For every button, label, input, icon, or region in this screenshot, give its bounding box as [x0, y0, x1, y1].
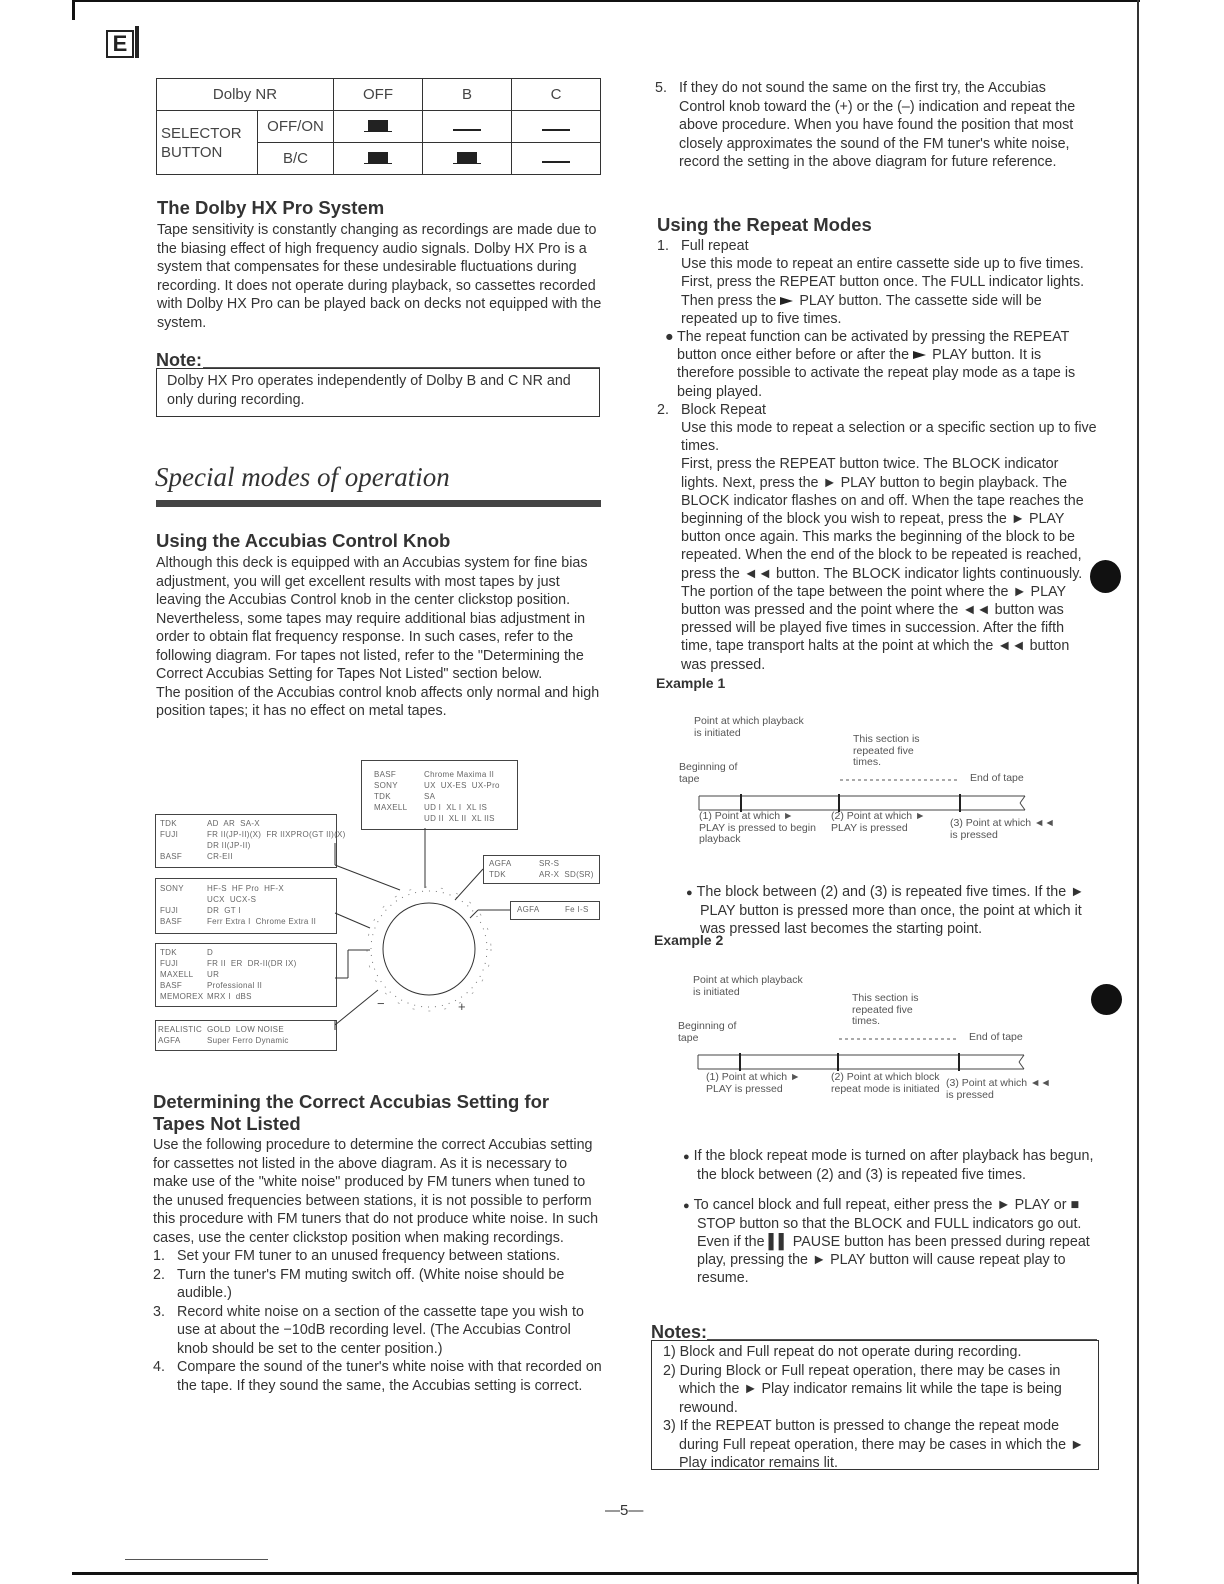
- switch-pressed-icon: [368, 120, 388, 131]
- notes-label: Notes:: [651, 1322, 708, 1342]
- tape-brands: AGFA: [517, 905, 540, 914]
- list-item: [153, 1303, 603, 1359]
- right-border: [1137, 0, 1139, 1584]
- table-header-row: [157, 79, 601, 111]
- example-2-bullet-2: [683, 1196, 1107, 1287]
- knob-minus-label: −: [377, 996, 385, 1011]
- step-text: Set your FM tuner to an unused frequency between stations.: [177, 1248, 561, 1264]
- section-repeated-label: This section is repeated five times.: [853, 733, 920, 768]
- block-repeat-title: Block Repeat: [681, 401, 767, 418]
- block-repeat-text-2: First, press the REPEAT button twice. The BLOCK indicator lights. Next, press the ► PLAY button to begin playback. The BLOCK indicator flashes on and off. When the tape reaches the beginning of the block you wish to repeat, press the ► PLAY button once again. This marks the beginning of the block to be repeated. When the end of the block to be repeated is reached, press the ◄◄ button. The BLOCK indicator lights continuously. The portion of the tape between the point where the ► PLAY button was pressed and the point where the ◄◄ button was pressed will be played five times in succession. After the fifth time, tape transport halts at the point at which the ◄◄ button was pressed.: [681, 456, 1084, 673]
- accubias-knob-diagram: [330, 820, 610, 1030]
- steps-list: [153, 1247, 603, 1395]
- example-2-label: Example 2: [654, 932, 724, 948]
- beginning-label: Beginning of tape: [678, 1020, 737, 1044]
- step-text: Record white noise on a section of the cassette tape you wish to use at about the −10dB recording level. (The Accubias Control knob should be set to the center position.): [177, 1303, 584, 1357]
- leader-line: [335, 990, 378, 1025]
- point-3-label: (3) Point at which ◄◄ is pressed: [950, 817, 1055, 841]
- accubias-heading: Using the Accubias Control Knob: [156, 530, 451, 551]
- play-icon: [780, 297, 793, 305]
- determining-heading: Determining the Correct Accubias Setting for Tapes Not Listed: [153, 1091, 550, 1134]
- note-box: Dolby HX Pro operates independently of Dolby B and C NR and only during recording.: [156, 368, 600, 417]
- point-1-label: (1) Point at which ► PLAY is pressed to begin playback: [699, 810, 816, 845]
- accubias-knob: [367, 887, 491, 1011]
- switch-released-icon: [542, 129, 570, 131]
- title-rule: [156, 500, 601, 507]
- tape-brands: AGFA TDK: [489, 859, 512, 879]
- tape-models: Chrome Maxima II UX UX-ES UX-Pro SA UD I XL I XL IS UD II XL II XL IIS: [424, 770, 500, 823]
- selector-label: SELECTOR BUTTON: [157, 111, 258, 175]
- tape-brands: SONY FUJI BASF: [160, 884, 184, 926]
- row-label: B/C: [258, 143, 334, 175]
- hx-heading: The Dolby HX Pro System: [157, 197, 385, 218]
- repeat-section: [657, 214, 1097, 674]
- table-header-cell: OFF: [334, 79, 423, 111]
- switch-cell: [512, 111, 601, 143]
- table-header-cell: B: [423, 79, 512, 111]
- tape-models: GOLD LOW NOISE Super Ferro Dynamic: [207, 1025, 289, 1045]
- step-text: Turn the tuner's FM muting switch off. (White noise should be audible.): [177, 1266, 565, 1301]
- accubias-section: [156, 530, 601, 721]
- tape-brands: TDK FUJI BASF: [160, 819, 183, 861]
- list-item: [153, 1266, 603, 1303]
- hx-body: Tape sensitivity is constantly changing as recordings are made due to the biasing effect of high frequency audio signals. Dolby HX Pro is a system that compensates for these undesirable fluctuations during recording. It does not operate during playback, so cassettes recorded with Dolby HX Pro can be played back on decks not equipped with the system.: [157, 222, 602, 331]
- page-number: —5—: [605, 1502, 644, 1519]
- left-border: [72, 0, 75, 20]
- end-label: End of tape: [970, 772, 1024, 784]
- step-number: 4.: [153, 1359, 165, 1375]
- knob-plus-label: +: [458, 999, 466, 1014]
- bullet-text: The repeat function can be activated by pressing the REPEAT button once either before or after the: [677, 329, 1070, 364]
- list-item: [153, 1358, 603, 1395]
- step-number: 1.: [153, 1248, 165, 1264]
- list-item: [153, 1247, 603, 1266]
- switch-cell: [512, 143, 601, 175]
- list-item: [657, 328, 1097, 401]
- tape-brands: REALISTIC AGFA: [158, 1025, 203, 1045]
- tape-models: SR-S AR-X SD(SR): [539, 859, 594, 879]
- bottom-border: [72, 1572, 1137, 1575]
- list-item: [655, 79, 1091, 172]
- tape-models: D FR II ER DR-II(DR IX) UR Professional II MRX I dBS: [207, 948, 297, 1001]
- leader-line: [335, 913, 370, 928]
- step-number: 5.: [655, 80, 667, 96]
- leader-line: [455, 869, 483, 900]
- tape-brands: TDK FUJI MAXELL BASF MEMOREX: [160, 948, 204, 1001]
- repeat-heading: Using the Repeat Modes: [657, 214, 872, 235]
- list-item: [657, 401, 1097, 674]
- bullet-text: To cancel block and full repeat, either press the ► PLAY or ■ STOP button so that the BLOCK and FULL indicators go out. Even if the ▌▌ PAUSE button has been pressed during repeat play, pressing the ► PLAY button will cause repeat play to resume.: [693, 1197, 1090, 1286]
- bullet-text-2: PLAY button. It is therefore possible to activate the repeat play mode as a tape is being played.: [677, 347, 1076, 400]
- point-initiated-label: Point at which playback is initiated: [693, 974, 803, 998]
- bullet-text: If the block repeat mode is turned on after playback has begun, the block between (2) and (3) is repeated five times.: [693, 1148, 1094, 1183]
- bullet-icon: ●: [665, 329, 674, 346]
- tape-box-4: [155, 1020, 337, 1051]
- repeat-list: [657, 237, 1097, 674]
- tape-box-1: [155, 814, 346, 868]
- row-label: OFF/ON: [258, 111, 334, 143]
- hx-pro-section: [157, 197, 602, 332]
- leader-line: [335, 865, 400, 890]
- point-1-label: (1) Point at which ► PLAY is pressed: [706, 1071, 801, 1095]
- end-label: End of tape: [969, 1031, 1023, 1043]
- tape-models: HF-S HF Pro HF-X UCX UCX-S DR GT I Ferr Extra I Chrome Extra II: [207, 884, 317, 926]
- switch-pressed-icon: [457, 152, 477, 163]
- hole-punch-mark: [1090, 560, 1121, 593]
- step-number: 3.: [153, 1303, 165, 1320]
- tape-models: AD AR SA-X FR II(JP-II)(X) FR IIXPRO(GT II)(X) DR II(JP-II) CR-EII: [207, 819, 346, 861]
- full-repeat-text-2: PLAY button. The cassette side will be repeated up to five times.: [681, 292, 1042, 327]
- tape-box-2: [155, 878, 337, 934]
- note-label: Note:: [156, 350, 202, 370]
- switch-cell: [334, 143, 423, 175]
- example-2-diagram: [674, 973, 1074, 1118]
- section-title: Special modes of operation: [155, 462, 450, 492]
- step-text: Compare the sound of the tuner's white noise with that recorded on the tape. If they sound the same, the Accubias setting is correct.: [177, 1359, 602, 1394]
- tape-models: Fe I-S: [565, 905, 589, 914]
- example-1-diagram: [675, 714, 1075, 859]
- note-item: 2) During Block or Full repeat operation, there may be cases in which the ► Play indicator remains lit while the tape is being rewound.: [663, 1362, 1062, 1416]
- hole-punch-mark: [1091, 984, 1122, 1015]
- block-repeat-text: Use this mode to repeat a selection or a specific section up to five times.: [681, 420, 1097, 455]
- top-border: [75, 0, 1140, 2]
- point-initiated-label: Point at which playback is initiated: [694, 715, 804, 739]
- table-header-cell: Dolby NR: [157, 79, 334, 111]
- steps-list: [655, 79, 1091, 172]
- determining-section: [153, 1091, 603, 1395]
- full-repeat-text: Use this mode to repeat an entire cassette side up to five times. First, press the REPEAT button once. The FULL indicator lights. Then press the: [681, 256, 1085, 309]
- bullet-text: The block between (2) and (3) is repeated five times. If the ► PLAY button is pressed more than once, the point at which it was pressed last becomes the starting point.: [696, 884, 1085, 937]
- switch-pressed-icon: [368, 152, 388, 163]
- example-1-label: Example 1: [656, 675, 726, 691]
- play-icon: [913, 351, 926, 359]
- tape-brands: BASF SONY TDK MAXELL: [374, 770, 408, 812]
- step-text: If they do not sound the same on the first try, the Accubias Control knob toward the (+) or the (–) indication and repeat the above procedure. When you have found the position that most closely approximates the sound of the FM tuner's white noise, record the setting in the above diagram for future reference.: [679, 80, 1076, 170]
- language-tab: E: [106, 30, 134, 58]
- dolby-nr-table: [156, 78, 601, 175]
- step-5: [655, 79, 1091, 172]
- full-repeat-title: Full repeat: [681, 238, 749, 254]
- bullet-icon: ●: [683, 1151, 690, 1163]
- point-2-label: (2) Point at which ► PLAY is pressed: [831, 810, 926, 834]
- list-item: [657, 237, 1097, 328]
- switch-released-icon: [542, 161, 570, 163]
- switch-cell: [423, 143, 512, 175]
- note-item: 1) Block and Full repeat do not operate during recording.: [663, 1344, 1022, 1360]
- accubias-body: Although this deck is equipped with an Accubias system for fine bias adjustment, you will get excellent results with most tapes by just leaving the Accubias Control knob in the center clickstop position. Nevertheless, some tapes may require additional bias adjustment in order to obtain flat frequency response. In such cases, refer to the following diagram. For tapes not listed, refer to the "Determining the Correct Accubias Setting for Tapes Not Listed" section below.: [156, 555, 588, 682]
- point-3-label: (3) Point at which ◄◄ is pressed: [946, 1077, 1051, 1101]
- switch-cell: [423, 111, 512, 143]
- step-number: 1.: [657, 238, 669, 254]
- beginning-label: Beginning of tape: [679, 761, 738, 785]
- switch-cell: [334, 111, 423, 143]
- bottom-mark: [125, 1559, 268, 1560]
- step-number: 2.: [153, 1266, 165, 1283]
- determining-body: Use the following procedure to determine the correct Accubias setting for cassettes not listed in the above diagram. As it is necessary to make use of the "white noise" produced by FM tuners when tuned to the unused frequencies between stations, it is not possible to perform this procedure with FM tuners that do not produce white noise. In such cases, use the center clickstop position when making recordings.: [153, 1137, 599, 1246]
- example-2-bullet-1: [683, 1147, 1102, 1184]
- note-item: 3) If the REPEAT button is pressed to change the repeat mode during Full repeat operation, there may be cases in which the ► Play indicator remains lit.: [663, 1418, 1085, 1471]
- example-1-bullet: [686, 883, 1105, 938]
- bullet-icon: ●: [683, 1200, 690, 1212]
- point-2-label: (2) Point at which block repeat mode is initiated: [831, 1071, 940, 1095]
- bullet-icon: ●: [686, 887, 693, 899]
- tape-box-3: [155, 943, 337, 1007]
- notes-box: [651, 1340, 1099, 1470]
- accubias-body-2: The position of the Accubias control knob affects only normal and high position tapes; it has no effect on metal tapes.: [156, 684, 600, 719]
- table-row: [157, 111, 601, 143]
- section-repeated-label: This section is repeated five times.: [852, 992, 919, 1027]
- table-header-cell: C: [512, 79, 601, 111]
- step-number: 2.: [657, 401, 669, 418]
- switch-released-icon: [453, 129, 481, 131]
